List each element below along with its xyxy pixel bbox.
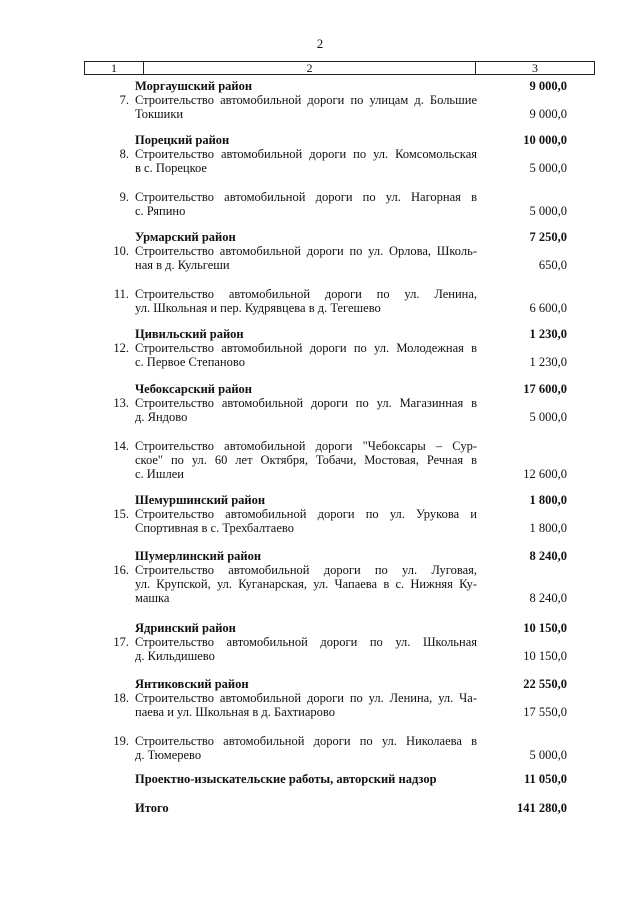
item-amount: 12 600,0 bbox=[523, 467, 567, 481]
district-total: 17 600,0 bbox=[523, 382, 567, 396]
item-description-line: Строительство автомобильной дороги по ул. Нагорная в bbox=[135, 190, 477, 204]
item-number: 19. bbox=[113, 734, 129, 748]
item-number: 10. bbox=[113, 244, 129, 258]
item-description-line: Строительство автомобильной дороги по ул. Николаева в bbox=[135, 734, 477, 748]
item-description-line: Токшики bbox=[135, 107, 184, 121]
item-description-line: ул. Школьная и пер. Кудрявцева в д. Тегешево bbox=[135, 301, 381, 315]
item-amount: 1 230,0 bbox=[529, 355, 567, 369]
item-description-line: ское" по ул. 60 лет Октября, Тобачи, Мостовая, Речная в bbox=[135, 453, 477, 467]
item-number: 15. bbox=[113, 507, 129, 521]
item-number: 12. bbox=[113, 341, 129, 355]
item-description-line: Строительство автомобильной дороги по улицам д. Большие bbox=[135, 93, 477, 107]
item-description-line: с. Ишлеи bbox=[135, 467, 184, 481]
design-works-label: Проектно-изыскательские работы, авторский надзор bbox=[135, 772, 437, 786]
item-description-line: Строительство автомобильной дороги по ул. Луговая, bbox=[135, 563, 477, 577]
item-number: 18. bbox=[113, 691, 129, 705]
item-description-line: Строительство автомобильной дороги по ул. Молодежная в bbox=[135, 341, 477, 355]
district-total: 9 000,0 bbox=[529, 79, 567, 93]
item-description-line: д. Тюмерево bbox=[135, 748, 202, 762]
district-total: 10 000,0 bbox=[523, 133, 567, 147]
item-number: 16. bbox=[113, 563, 129, 577]
district-name: Чебоксарский район bbox=[135, 382, 252, 396]
item-number: 11. bbox=[113, 287, 129, 301]
item-amount: 5 000,0 bbox=[529, 204, 567, 218]
item-description-line: с. Первое Степаново bbox=[135, 355, 245, 369]
district-total: 8 240,0 bbox=[529, 549, 567, 563]
item-number: 9. bbox=[119, 190, 129, 204]
district-name: Цивильский район bbox=[135, 327, 244, 341]
item-amount: 10 150,0 bbox=[523, 649, 567, 663]
item-description-line: д. Кильдишево bbox=[135, 649, 215, 663]
column-header-3: 3 bbox=[476, 62, 595, 75]
page-number: 2 bbox=[316, 36, 324, 51]
item-amount: 6 600,0 bbox=[529, 301, 567, 315]
item-amount: 5 000,0 bbox=[529, 161, 567, 175]
district-total: 1 230,0 bbox=[529, 327, 567, 341]
total-label: Итого bbox=[135, 801, 169, 815]
item-amount: 650,0 bbox=[538, 258, 567, 272]
district-name: Порецкий район bbox=[135, 133, 230, 147]
item-description-line: машка bbox=[135, 591, 170, 605]
item-description-line: Строительство автомобильной дороги по ул. Урукова и bbox=[135, 507, 477, 521]
district-total: 1 800,0 bbox=[529, 493, 567, 507]
district-total: 10 150,0 bbox=[523, 621, 567, 635]
item-amount: 5 000,0 bbox=[529, 410, 567, 424]
item-number: 17. bbox=[113, 635, 129, 649]
item-description-line: ная в д. Кульгеши bbox=[135, 258, 230, 272]
item-description-line: паева и ул. Школьная в д. Бахтиарово bbox=[135, 705, 335, 719]
item-amount: 5 000,0 bbox=[529, 748, 567, 762]
district-total: 22 550,0 bbox=[523, 677, 567, 691]
item-description-line: Спортивная в с. Трехбалтаево bbox=[135, 521, 294, 535]
item-amount: 8 240,0 bbox=[529, 591, 567, 605]
district-name: Ядринский район bbox=[135, 621, 236, 635]
item-description-line: Строительство автомобильной дороги по ул. Орлова, Школь- bbox=[135, 244, 477, 258]
district-name: Шумерлинский район bbox=[135, 549, 262, 563]
district-name: Урмарский район bbox=[135, 230, 236, 244]
total-amount: 141 280,0 bbox=[517, 801, 567, 815]
district-name: Янтиковский район bbox=[135, 677, 249, 691]
column-header-2: 2 bbox=[144, 62, 476, 75]
item-amount: 1 800,0 bbox=[529, 521, 567, 535]
item-description-line: в с. Порецкое bbox=[135, 161, 207, 175]
item-description-line: Строительство автомобильной дороги по ул. Ленина, bbox=[135, 287, 477, 301]
district-name: Шемуршинский район bbox=[135, 493, 266, 507]
item-description-line: ул. Крупской, ул. Куганарская, ул. Чапаева в с. Нижняя Ку- bbox=[135, 577, 477, 591]
district-name: Моргаушский район bbox=[135, 79, 253, 93]
item-description-line: с. Ряпино bbox=[135, 204, 186, 218]
item-amount: 17 550,0 bbox=[523, 705, 567, 719]
item-amount: 9 000,0 bbox=[529, 107, 567, 121]
item-number: 8. bbox=[119, 147, 129, 161]
item-description-line: Строительство автомобильной дороги по ул. Комсомольская bbox=[135, 147, 477, 161]
item-description-line: Строительство автомобильной дороги по ул. Школьная bbox=[135, 635, 477, 649]
item-number: 7. bbox=[119, 93, 129, 107]
design-works-amount: 11 050,0 bbox=[523, 772, 567, 786]
item-description-line: Строительство автомобильной дороги по ул. Магазинная в bbox=[135, 396, 477, 410]
item-number: 14. bbox=[113, 439, 129, 453]
district-total: 7 250,0 bbox=[529, 230, 567, 244]
item-description-line: Строительство автомобильной дороги по ул. Ленина, ул. Ча- bbox=[135, 691, 477, 705]
item-description-line: д. Яндово bbox=[135, 410, 188, 424]
column-header-1: 1 bbox=[85, 62, 144, 75]
item-description-line: Строительство автомобильной дороги "Чебоксары – Сур- bbox=[135, 439, 477, 453]
item-number: 13. bbox=[113, 396, 129, 410]
